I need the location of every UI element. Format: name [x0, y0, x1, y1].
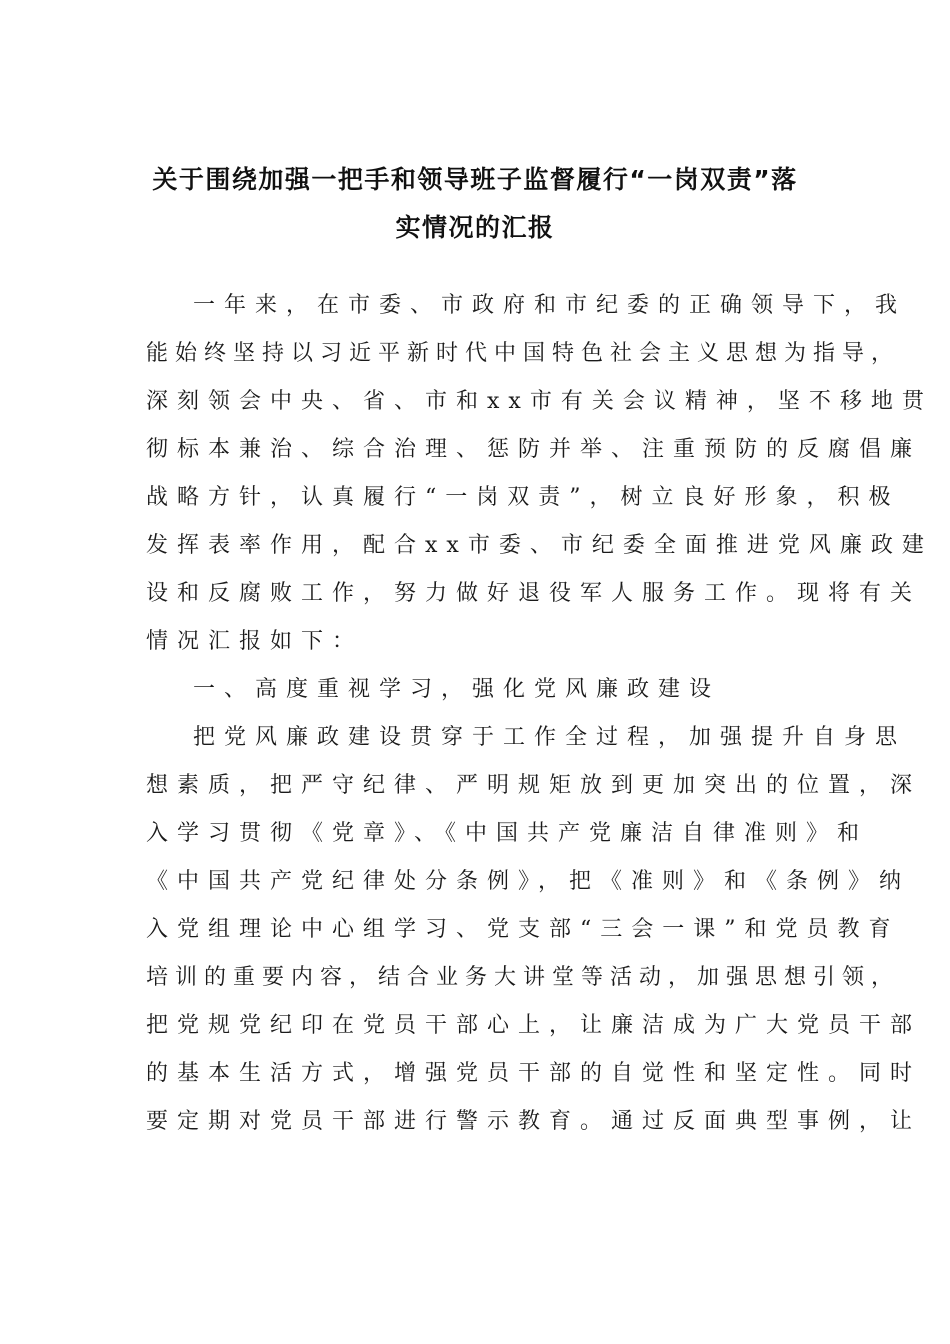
paragraph-2-line-4: 《中国共产党纪律处分条例》，把《准则》和《条例》纳: [146, 869, 911, 894]
document-title-line-1: 关于围绕加强一把手和领导班子监督履行“一岗双责”落: [152, 165, 798, 194]
section-heading-1: 一、高度重视学习，强化党风廉政建设: [193, 677, 721, 702]
paragraph-1-line-1: 一年来，在市委、市政府和市纪委的正确领导下，我: [193, 293, 907, 318]
paragraph-2-line-6: 培训的重要内容，结合业务大讲堂等活动，加强思想引领，: [146, 965, 901, 990]
paragraph-1-line-2: 能始终坚持以习近平新时代中国特色社会主义思想为指导，: [146, 341, 901, 366]
paragraph-1-line-4: 彻标本兼治、综合治理、惩防并举、注重预防的反腐倡廉: [146, 437, 922, 462]
paragraph-2-line-2: 想素质，把严守纪律、严明规矩放到更加突出的位置，深: [146, 773, 922, 798]
paragraph-1-line-6: 发挥表率作用，配合xx市委、市纪委全面推进党风廉政建: [146, 533, 933, 558]
paragraph-1-line-5: 战略方针，认真履行“一岗双责”，树立良好形象，积极: [146, 485, 900, 510]
paragraph-2-line-8: 的基本生活方式，增强党员干部的自觉性和坚定性。同时: [146, 1061, 922, 1086]
paragraph-1-line-8: 情况汇报如下：: [146, 629, 364, 654]
paragraph-2-line-1: 把党风廉政建设贯穿于工作全过程，加强提升自身思: [193, 725, 907, 750]
paragraph-2-line-5: 入党组理论中心组学习、党支部“三会一课”和党员教育: [146, 917, 900, 942]
paragraph-2-line-7: 把党规党纪印在党员干部心上，让廉洁成为广大党员干部: [146, 1013, 922, 1038]
paragraph-1-line-3: 深刻领会中央、省、市和xx市有关会议精神，坚不移地贯: [146, 389, 933, 414]
paragraph-2-line-3: 入学习贯彻《党章》、《中国共产党廉洁自律准则》和: [146, 821, 869, 846]
document-title-line-2: 实情况的汇报: [395, 213, 555, 242]
paragraph-1-line-7: 设和反腐败工作，努力做好退役军人服务工作。现将有关: [146, 581, 922, 606]
paragraph-2-line-9: 要定期对党员干部进行警示教育。通过反面典型事例，让: [146, 1109, 922, 1134]
